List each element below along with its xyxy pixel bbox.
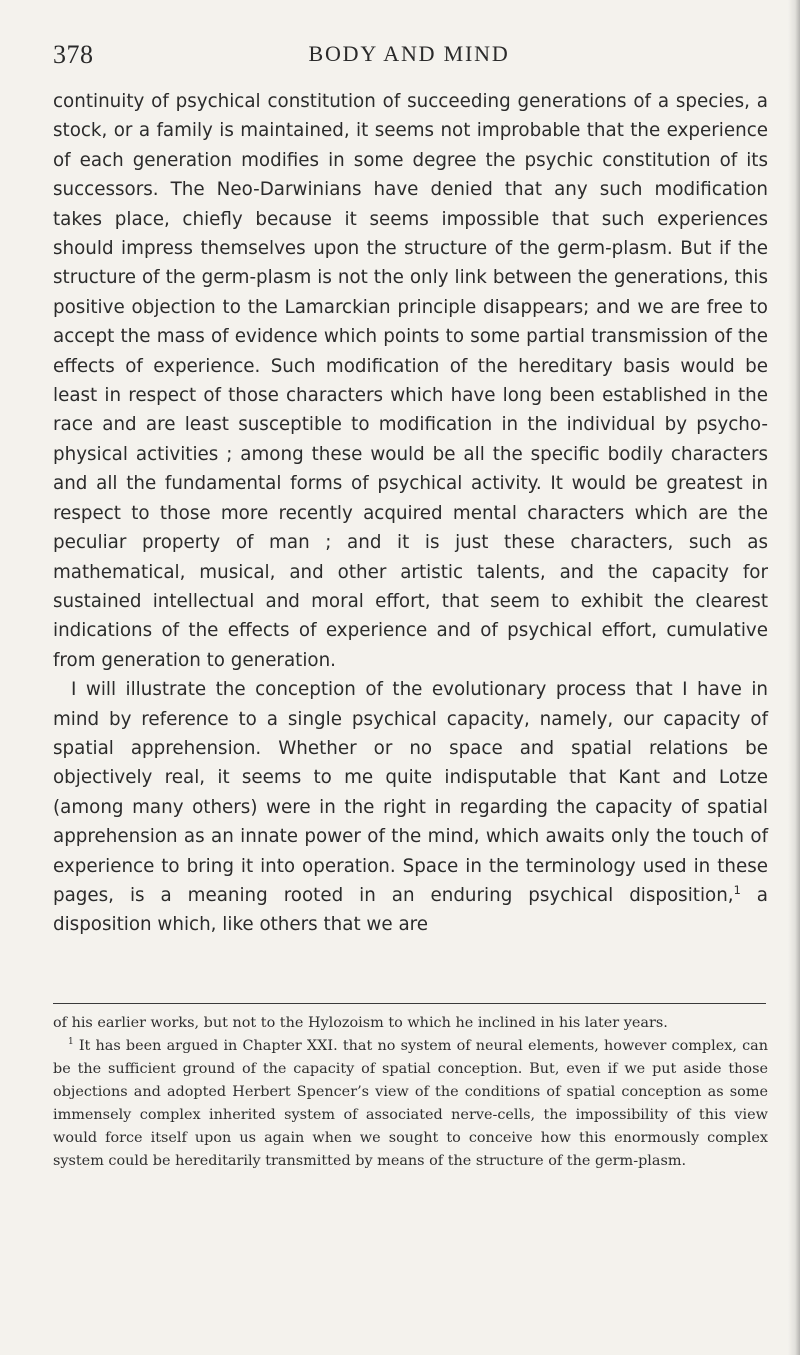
- footnote-1: [53, 1035, 768, 1173]
- footnote-1-text: It has been argued in Chapter XXI. that no system of neural elements, however complex, can be the sufficient ground of the capacity of spatial conception. But, even if we put aside those objections and adopted Herbert Spencer’s view of the conditions of spatial conception as some immensely complex inherited system of associated nerve-cells, the impossibility of this view would force itself upon us again when we sought to conceive how this enormously complex system could be hereditarily transmitted by means of the structure of the germ-plasm.: [53, 1038, 768, 1169]
- paragraph-2: [53, 675, 768, 940]
- footnote-continuation: of his earlier works, but not to the Hylozoism to which he inclined in his later years.: [53, 1015, 668, 1031]
- page-edge-shadow: [788, 0, 800, 1355]
- main-text: [53, 87, 768, 940]
- page-header: [53, 36, 765, 76]
- paragraph-1: continuity of psychical constitution of succeeding generations of a species, a stock, or a family is maintained, it seems not improbable that the experience of each generation modifies in some degree the psychic constitution of its successors. The Neo-Darwinians have denied that any such modification takes place, chiefly because it seems impossible that such experiences should impress themselves upon the structure of the germ-plasm. But if the structure of the germ-plasm is not the only link between the generations, this positive objection to the Lamarckian principle disappears; and we are free to accept the mass of evidence which points to some partial transmission of the effects of experience. Such modification of the hereditary basis would be least in respect of those characters which have long been established in the race and are least susceptible to modification in the individual by psycho-physical activities ; among these would be all the specific bodily characters and all the fundamental forms of psychical activity. It would be greatest in respect to those more recently acquired mental characters which are the peculiar property of man ; and it is just these characters, such as mathematical, musical, and other artistic talents, and the capacity for sustained intellectual and moral effort, that seem to exhibit the clearest indications of the effects of experience and of psychical effort, cumulative from generation to generation.: [53, 91, 768, 671]
- paragraph-2-text-start: I will illustrate the conception of the evolutionary process that I have in mind by reference to a single psychical capacity, namely, our capacity of spatial apprehension. Whether or no space and spatial relations be objectively real, it seems to me quite indisputable that Kant and Lotze (among many others) were in the right in regarding the capacity of spatial apprehension as an innate power of the mind, which awaits only the touch of experience to bring it into operation. Space in the terminology used in these pages, is a meaning rooted in an enduring psychical disposition,: [53, 679, 768, 906]
- page-number: 378: [53, 40, 94, 69]
- running-head: BODY AND MIND: [308, 41, 510, 66]
- footnote-divider: [53, 1003, 766, 1004]
- footnote-1-marker: 1: [68, 1037, 74, 1048]
- paragraph-2-text-end: a disposition which, like others that we are: [53, 884, 768, 936]
- footnote-marker-1: 1: [733, 882, 741, 897]
- footnotes: [53, 1012, 768, 1173]
